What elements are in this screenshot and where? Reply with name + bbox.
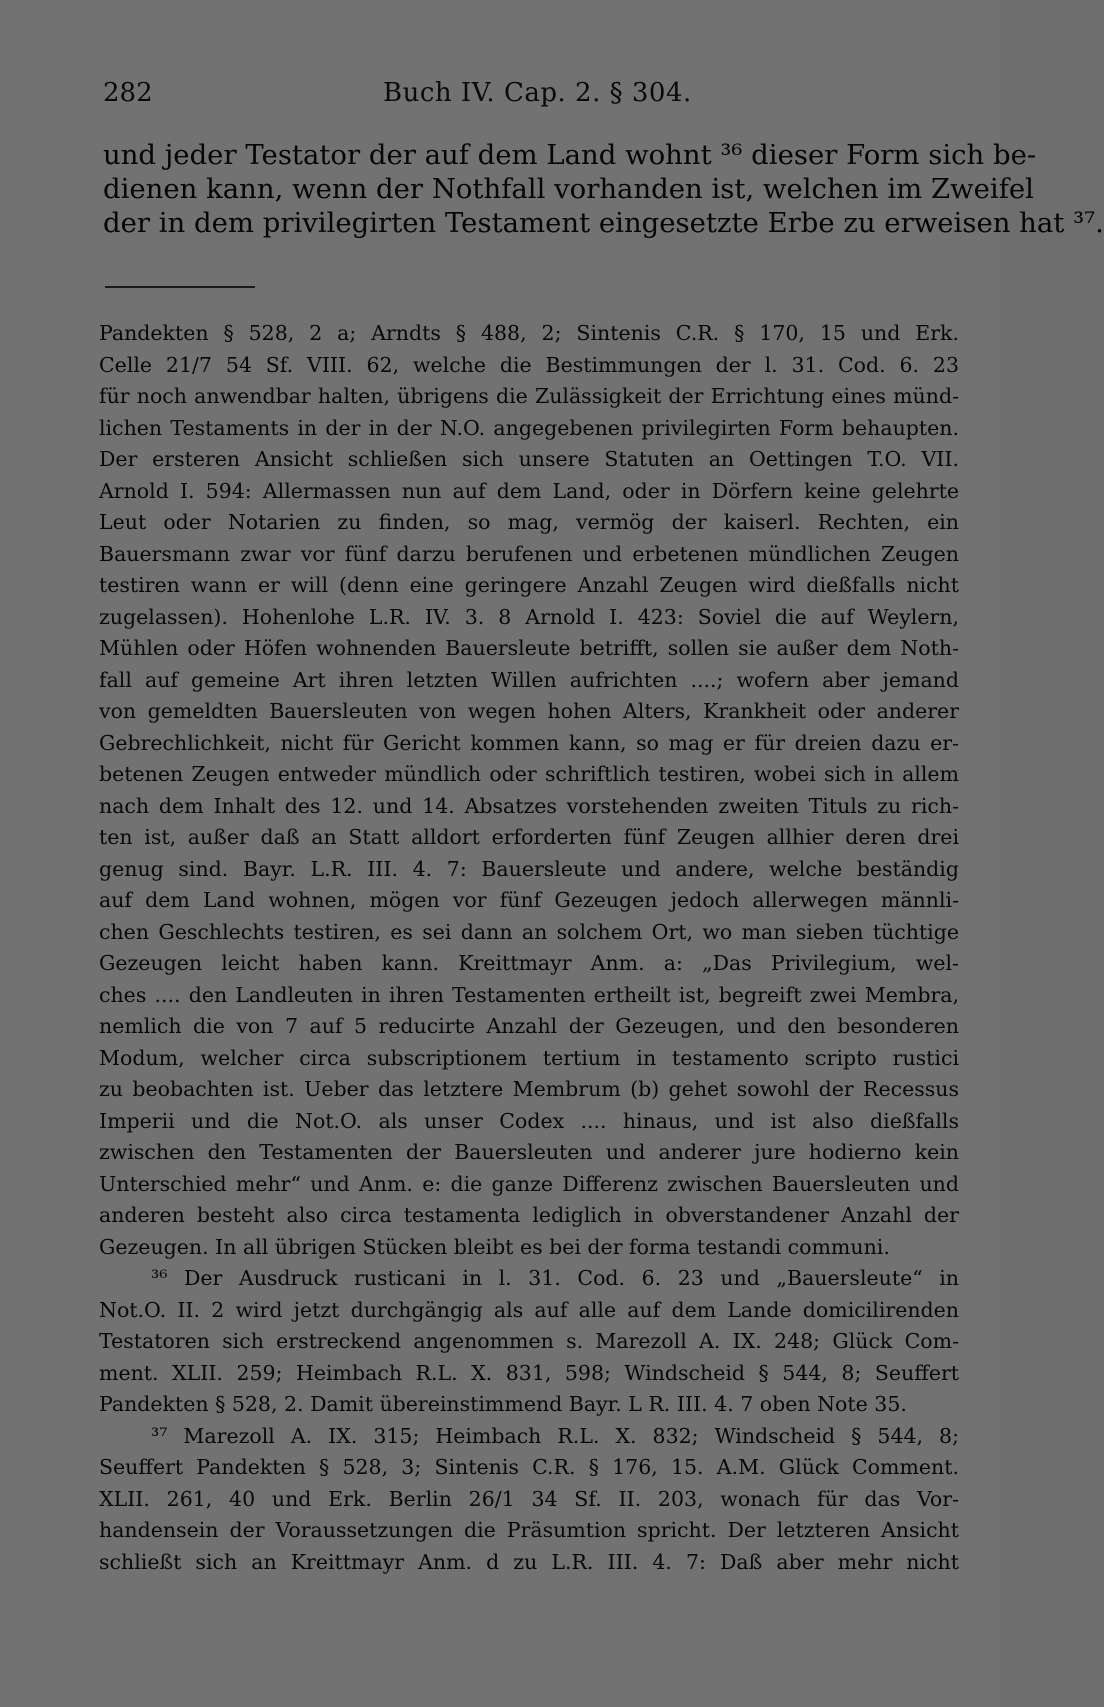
footnote-line: Der ersteren Ansicht schließen sich unsere Statuten an Oettingen T.O. VII. (99, 447, 959, 471)
footnote-line: fall auf gemeine Art ihren letzten Willen aufrichten ....; wofern aber jemand (99, 667, 959, 692)
footnote-line: Gezeugen. In all übrigen Stücken bleibt es bei der forma testandi communi. (99, 1234, 890, 1259)
footnote-line: zwischen den Testamenten der Bauersleuten und anderer jure hodierno kein (99, 1140, 959, 1164)
footnote-line: Gebrechlichkeit, nicht für Gericht kommen kann, so mag er für dreien dazu er- (99, 730, 959, 755)
footnote-line: Pandekten § 528, 2. Damit übereinstimmend Bayr. L R. III. 4. 7 oben Note 35. (99, 1392, 907, 1416)
footnote-line: Gezeugen leicht haben kann. Kreittmayr Anm. a: „Das Privilegium, wel- (99, 951, 959, 975)
footnote-line: genug sind. Bayr. L.R. III. 4. 7: Bauersleute und andere, welche beständig (99, 856, 959, 881)
main-text-line: dienen kann, wenn der Nothfall vorhanden ist, welchen im Zweifel (103, 173, 1034, 205)
footnote-line: chen Geschlechts testiren, es sei dann an solchem Ort, wo man sieben tüchtige (99, 919, 959, 944)
footnote-line: Testatoren sich erstreckend angenommen s. Marezoll A. IX. 248; Glück Com- (99, 1329, 959, 1353)
footnote-line: Modum, welcher circa subscriptionem tertium in testamento scripto rustici (99, 1045, 959, 1070)
footnote-line: Unterschied mehr“ und Anm. e: die ganze Differenz zwischen Bauersleuten und (99, 1171, 959, 1196)
footnote-line: Not.O. II. 2 wird jetzt durchgängig als auf alle auf dem Lande domicilirenden (99, 1297, 959, 1322)
main-text-line: der in dem privilegirten Testament eingesetzte Erbe zu erweisen hat ³⁷. (103, 207, 1104, 239)
footnote-line: Imperii und die Not.O. als unser Codex .... hinaus, und ist also dießfalls (99, 1108, 959, 1133)
footnote-line: Mühlen oder Höfen wohnenden Bauersleute betrifft, sollen sie außer dem Noth- (99, 636, 959, 660)
footnote-line: nach dem Inhalt des 12. und 14. Absatzes vorstehenden zweiten Tituls zu rich- (99, 793, 959, 818)
footnote-36-start: ³⁶ Der Ausdruck rusticani in l. 31. Cod. 6. 23 und „Bauersleute“ in (151, 1266, 959, 1290)
footnote-line: testiren wann er will (denn eine geringere Anzahl Zeugen wird dießfalls nicht (99, 573, 959, 597)
footnote-line: Leut oder Notarien zu finden, so mag, vermög der kaiserl. Rechten, ein (99, 510, 959, 534)
footnote-line: Celle 21/7 54 Sf. VIII. 62, welche die Bestimmungen der l. 31. Cod. 6. 23 (99, 352, 959, 377)
footnote-line: Bauersmann zwar vor fünf darzu berufenen und erbetenen mündlichen Zeugen (99, 541, 959, 566)
footnote-line: Seuffert Pandekten § 528, 3; Sintenis C.R. § 176, 15. A.M. Glück Comment. (99, 1455, 959, 1479)
footnotes (99, 318, 959, 1578)
footnote-line: handensein der Voraussetzungen die Präsumtion spricht. Der letzteren Ansicht (99, 1518, 959, 1542)
page-number: 282 (103, 78, 153, 108)
footnote-line: ment. XLII. 259; Heimbach R.L. X. 831, 598; Windscheid § 544, 8; Seuffert (99, 1360, 959, 1385)
footnote-line: auf dem Land wohnen, mögen vor fünf Gezeugen jedoch allerwegen männli- (99, 888, 959, 912)
footnote-line: Arnold I. 594: Allermassen nun auf dem Land, oder in Dörfern keine gelehrte (99, 478, 959, 503)
main-text-line: und jeder Testator der auf dem Land wohnt ³⁶ dieser Form sich be- (103, 139, 1037, 171)
footnote-line: anderen besteht also circa testamenta lediglich in obverstandener Anzahl der (99, 1203, 959, 1227)
footnote-line: schließt sich an Kreittmayr Anm. d zu L.R. III. 4. 7: Daß aber mehr nicht (99, 1549, 959, 1574)
footnote-line: nemlich die von 7 auf 5 reducirte Anzahl der Gezeugen, und den besonderen (99, 1014, 959, 1038)
footnote-37-start: ³⁷ Marezoll A. IX. 315; Heimbach R.L. X. 832; Windscheid § 544, 8; (151, 1423, 959, 1448)
footnote-line: von gemeldten Bauersleuten von wegen hohen Alters, Krankheit oder anderer (99, 699, 959, 723)
footnote-line: zu beobachten ist. Ueber das letztere Membrum (b) gehet sowohl der Recessus (99, 1077, 959, 1101)
footnote-line: lichen Testaments in der in der N.O. angegebenen privilegirten Form behaupten. (99, 415, 959, 440)
footnote-line: Pandekten § 528, 2 a; Arndts § 488, 2; Sintenis C.R. § 170, 15 und Erk. (99, 321, 959, 345)
main-text (103, 138, 1104, 240)
footnote-line: für noch anwendbar halten, übrigens die Zulässigkeit der Errichtung eines münd- (99, 384, 959, 408)
footnote-separator (105, 286, 255, 288)
footnote-line: ten ist, außer daß an Statt alldort erforderten fünf Zeugen allhier deren drei (99, 825, 959, 849)
footnote-line: ches .... den Landleuten in ihren Testamenten ertheilt ist, begreift zwei Membra, (99, 982, 959, 1007)
footnote-line: zugelassen). Hohenlohe L.R. IV. 3. 8 Arnold I. 423: Soviel die auf Weylern, (99, 604, 959, 629)
running-title: Buch IV. Cap. 2. § 304. (383, 78, 692, 108)
footnote-line: betenen Zeugen entweder mündlich oder schriftlich testiren, wobei sich in allem (99, 762, 959, 786)
footnote-line: XLII. 261, 40 und Erk. Berlin 26/1 34 Sf. II. 203, wonach für das Vor- (99, 1486, 959, 1511)
